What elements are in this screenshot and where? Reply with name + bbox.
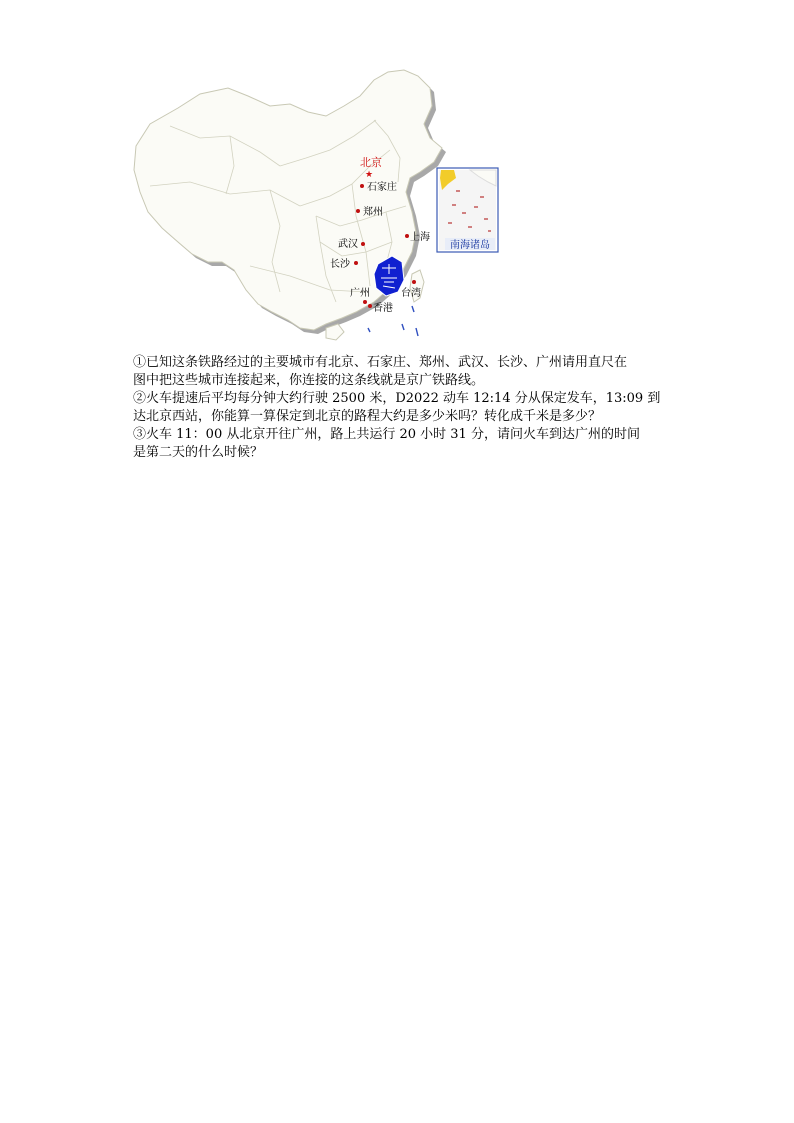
city-dot-wuhan — [361, 242, 365, 246]
city-label-beijing: 北京 — [360, 156, 382, 169]
city-label-zhengzhou: 郑州 — [363, 207, 383, 218]
city-label-changsha: 长沙 — [330, 259, 350, 270]
city-dot-hongkong — [368, 304, 372, 308]
inset-label: 南海诸岛 — [450, 240, 490, 251]
question-3-line-2: 是第二天的什么时候？ — [133, 445, 264, 460]
south-china-sea-inset — [437, 168, 498, 252]
city-dot-zhengzhou — [356, 209, 360, 213]
capital-star-icon: ★ — [364, 170, 374, 180]
china-map — [130, 66, 502, 344]
question-1-line-1: ①已知这条铁路经过的主要城市有北京、石家庄、郑州、武汉、长沙、广州请用直尺在 — [133, 355, 628, 370]
china-map-figure — [130, 66, 502, 344]
city-dot-taiwan — [412, 280, 416, 284]
city-label-wuhan: 武汉 — [338, 239, 358, 250]
city-label-guangzhou: 广州 — [350, 288, 370, 299]
question-text-block — [133, 354, 673, 462]
question-3-line-1: ③火车 11：00 从北京开往广州，路上共运行 20 小时 31 分，请问火车到达广州的时间 — [133, 427, 640, 442]
city-label-taiwan: 台湾 — [401, 288, 421, 299]
city-label-hongkong: 香港 — [373, 303, 393, 314]
question-2-line-1: ②火车提速后平均每分钟大约行驶 2500 米，D2022 动车 12:14 分从保定发车，13:09 到 — [133, 391, 661, 406]
city-dot-shijiazhuang — [360, 184, 364, 188]
question-1-line-2: 图中把这些城市连接起来，你连接的这条线就是京广铁路线。 — [133, 373, 485, 388]
city-label-shijiazhuang: 石家庄 — [367, 182, 397, 193]
city-dot-guangzhou — [363, 300, 367, 304]
city-dot-changsha — [354, 261, 358, 265]
question-2-line-2: 达北京西站，你能算一算保定到北京的路程大约是多少米吗？转化成千米是多少？ — [133, 409, 602, 424]
city-dot-shanghai — [405, 234, 409, 238]
city-label-shanghai: 上海 — [410, 232, 430, 243]
